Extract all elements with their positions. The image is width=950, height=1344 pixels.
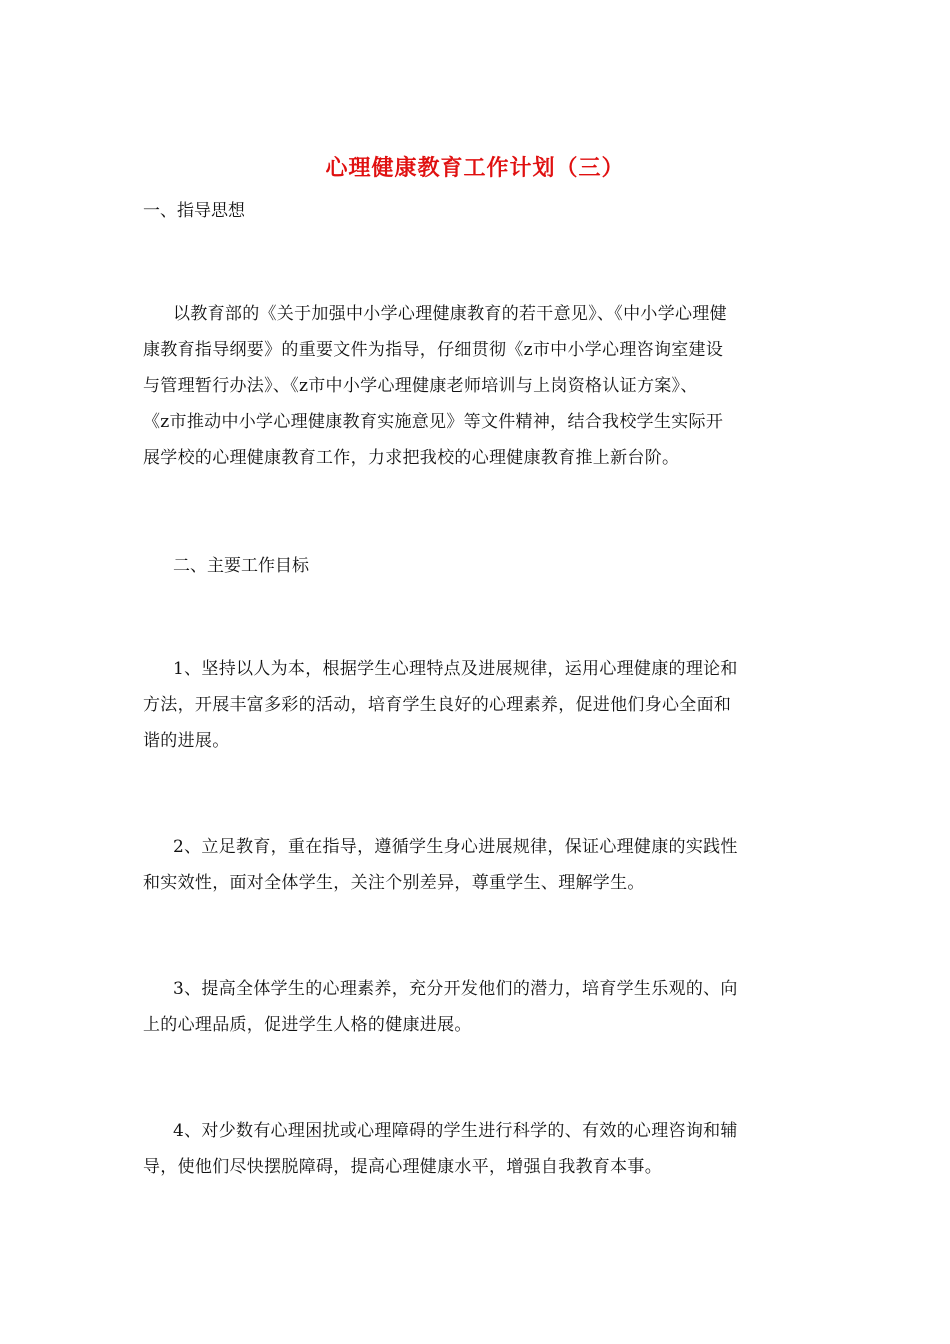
section-heading-main-goals: 二、主要工作目标: [173, 556, 309, 576]
paragraph-goal-2: [143, 829, 807, 901]
paragraph-line: 《z市推动中小学心理健康教育实施意见》等文件精神，结合我校学生实际开: [143, 412, 724, 432]
paragraph-goal-1: [143, 651, 807, 759]
paragraph-goal-3: [143, 971, 807, 1043]
document-title: 心理健康教育工作计划（三）: [325, 155, 625, 181]
paragraph-line: 1、坚持以人为本，根据学生心理特点及进展规律，运用心理健康的理论和: [173, 659, 738, 679]
paragraph-line: 与管理暂行办法》、《z市中小学心理健康老师培训与上岗资格认证方案》、: [143, 376, 698, 396]
paragraph-goal-4: [143, 1113, 807, 1185]
section-heading-guiding-ideology: 一、指导思想: [143, 201, 245, 221]
paragraph-guiding-ideology: [143, 296, 807, 476]
paragraph-line: 导，使他们尽快摆脱障碍，提高心理健康水平，增强自我教育本事。: [143, 1157, 662, 1177]
paragraph-line: 和实效性，面对全体学生，关注个别差异，尊重学生、理解学生。: [143, 873, 645, 893]
paragraph-line: 以教育部的《关于加强中小学心理健康教育的若干意见》、《中小学心理健: [173, 304, 727, 324]
paragraph-line: 谐的进展。: [143, 731, 230, 751]
paragraph-line: 方法，开展丰富多彩的活动，培育学生良好的心理素养，促进他们身心全面和: [143, 695, 732, 715]
paragraph-line: 2、立足教育，重在指导，遵循学生身心进展规律，保证心理健康的实践性: [173, 837, 738, 857]
paragraph-line: 4、对少数有心理困扰或心理障碍的学生进行科学的、有效的心理咨询和辅: [173, 1121, 738, 1141]
paragraph-line: 康教育指导纲要》的重要文件为指导，仔细贯彻《z市中小学心理咨询室建设: [143, 340, 724, 360]
paragraph-line: 展学校的心理健康教育工作，力求把我校的心理健康教育推上新台阶。: [143, 448, 680, 468]
paragraph-line: 3、提高全体学生的心理素养，充分开发他们的潜力，培育学生乐观的、向: [173, 979, 738, 999]
paragraph-line: 上的心理品质，促进学生人格的健康进展。: [143, 1015, 472, 1035]
